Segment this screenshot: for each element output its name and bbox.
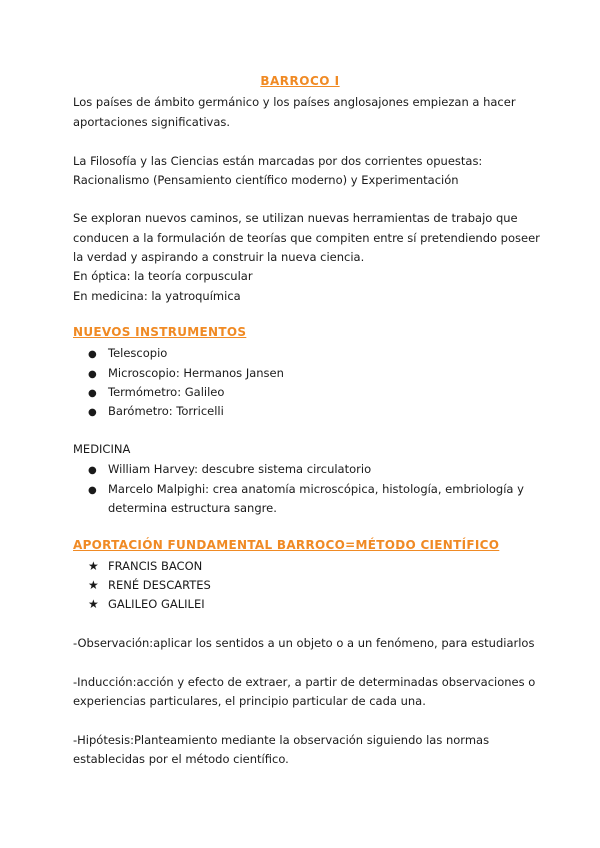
- list-item: [88, 401, 224, 423]
- bullet-icon: ●: [88, 465, 97, 476]
- medicine-heading: MEDICINA: [73, 442, 131, 456]
- medicine-item-label: William Harvey: descubre sistema circulatorio: [108, 462, 372, 476]
- medicine-item-label: Marcelo Malpighi: crea anatomía microscópica, histología, embriología y: [108, 482, 524, 496]
- explore-line-5: En medicina: la yatroquímica: [73, 289, 241, 303]
- scientist-name: RENÉ DESCARTES: [108, 578, 211, 592]
- list-item: [88, 343, 167, 365]
- scientist-name: GALILEO GALILEI: [108, 597, 205, 611]
- explore-line-4: En óptica: la teoría corpuscular: [73, 269, 253, 283]
- star-icon: ★: [88, 559, 99, 573]
- bullet-icon: ●: [88, 369, 97, 380]
- instruments-heading: NUEVOS INSTRUMENTOS: [73, 325, 247, 339]
- list-item: [88, 459, 371, 481]
- list-item: [88, 575, 211, 595]
- hypothesis-line-1: -Hipótesis:Planteamiento mediante la observación siguiendo las normas: [73, 733, 490, 747]
- philosophy-line-1: La Filosofía y las Ciencias están marcadas por dos corrientes opuestas:: [73, 154, 483, 168]
- observation-text: -Observación:aplicar los sentidos a un objeto o a un fenómeno, para estudiarlos: [73, 636, 535, 650]
- instrument-label: Telescopio: [108, 346, 168, 360]
- intro-line-2: aportaciones significativas.: [73, 115, 231, 129]
- instrument-label: Microscopio: Hermanos Jansen: [108, 366, 284, 380]
- intro-line-1: Los países de ámbito germánico y los países anglosajones empiezan a hacer: [73, 95, 516, 109]
- instrument-label: Termómetro: Galileo: [108, 385, 225, 399]
- page-title: BARROCO I: [260, 74, 340, 88]
- instrument-label: Barómetro: Torricelli: [108, 404, 224, 418]
- hypothesis-line-2: establecidas por el método científico.: [73, 752, 289, 766]
- list-item: [88, 556, 202, 576]
- philosophy-line-2: Racionalismo (Pensamiento científico moderno) y Experimentación: [73, 173, 459, 187]
- medicine-item-continuation: determina estructura sangre.: [108, 501, 277, 515]
- explore-line-1: Se exploran nuevos caminos, se utilizan nuevas herramientas de trabajo que: [73, 211, 518, 225]
- star-icon: ★: [88, 597, 99, 611]
- bullet-icon: ●: [88, 349, 97, 360]
- list-item: [88, 594, 205, 614]
- scientist-name: FRANCIS BACON: [108, 559, 203, 573]
- bullet-icon: ●: [88, 388, 97, 399]
- induction-line-2: experiencias particulares, el principio particular de cada una.: [73, 694, 426, 708]
- bullet-icon: ●: [88, 485, 97, 496]
- method-heading: APORTACIÓN FUNDAMENTAL BARROCO=MÉTODO CIENTÍFICO: [73, 538, 500, 552]
- explore-line-3: la verdad y aspirando a construir la nueva ciencia.: [73, 250, 365, 264]
- bullet-icon: ●: [88, 407, 97, 418]
- explore-line-2: conducen a la formulación de teorías que compiten entre sí pretendiendo poseer: [73, 231, 540, 245]
- star-icon: ★: [88, 578, 99, 592]
- induction-line-1: -Inducción:acción y efecto de extraer, a partir de determinadas observaciones o: [73, 675, 536, 689]
